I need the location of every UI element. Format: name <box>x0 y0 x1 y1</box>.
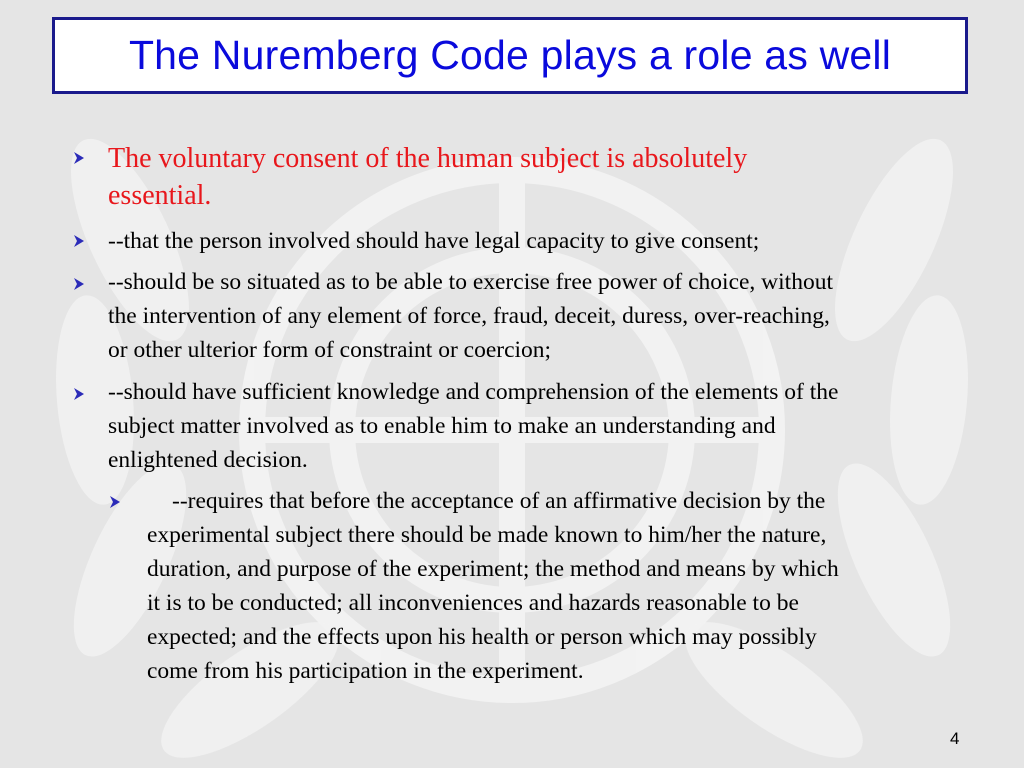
bullet-line: duration, and purpose of the experiment; the method and means by which <box>147 556 839 582</box>
bullet-arrow-icon <box>74 152 84 164</box>
bullet-arrow-icon <box>74 235 84 247</box>
slide-number: 4 <box>950 729 960 748</box>
bullet-line: The voluntary consent of the human subject is absolutely <box>108 143 748 174</box>
bullet-line: subject matter involved as to enable him to make an understanding and <box>108 413 776 439</box>
bullet-line: expected; and the effects upon his health or person which may possibly <box>147 624 817 650</box>
bullet-line: it is to be conducted; all inconveniences and hazards reasonable to be <box>147 590 799 616</box>
bullet-line: come from his participation in the experiment. <box>147 658 584 684</box>
bullet-line: --that the person involved should have legal capacity to give consent; <box>108 228 760 254</box>
bullet-arrow-icon <box>74 278 84 290</box>
bullet-line: or other ulterior form of constraint or coercion; <box>108 337 552 363</box>
bullet-line: --should be so situated as to be able to exercise free power of choice, without <box>108 269 833 295</box>
bullet-line: essential. <box>108 180 212 211</box>
bullet-line: the intervention of any element of force, fraud, deceit, duress, over-reaching, <box>108 303 830 329</box>
bullet-arrow-icon <box>110 496 120 508</box>
bullet-line: --requires that before the acceptance of an affirmative decision by the <box>172 488 826 514</box>
bullet-arrow-icon <box>74 388 84 400</box>
bullet-line: experimental subject there should be made known to him/her the nature, <box>147 522 827 548</box>
slide-title: The Nuremberg Code plays a role as well <box>128 32 892 78</box>
bullet-line: --should have sufficient knowledge and comprehension of the elements of the <box>108 379 839 405</box>
bullet-line: enlightened decision. <box>108 447 308 473</box>
